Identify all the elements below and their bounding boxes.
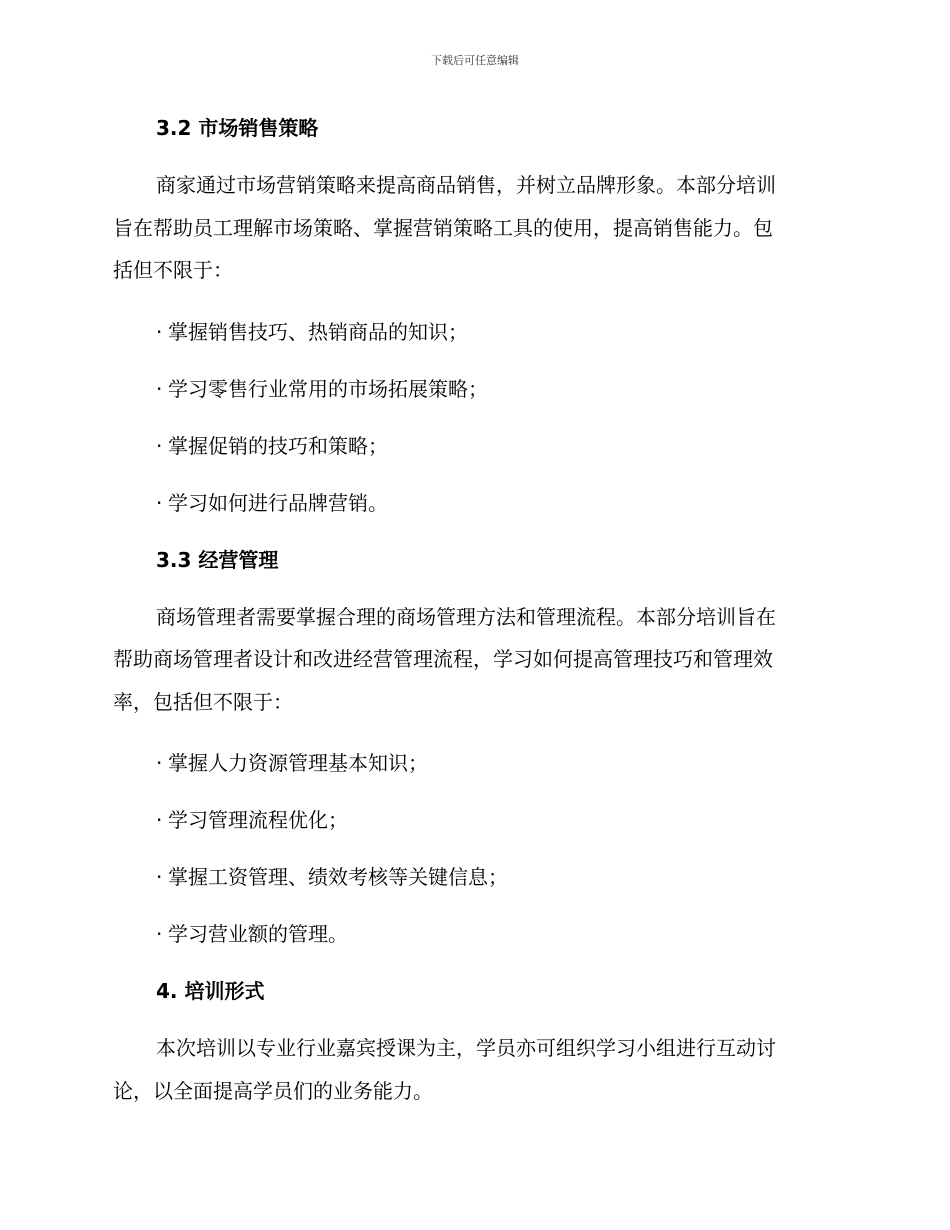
list-item [156, 917, 831, 951]
list-item-text: 掌握工资管理、绩效考核等关键信息； [168, 865, 508, 889]
list-item-text: 学习管理流程优化； [168, 808, 348, 832]
bullet-marker: · [156, 808, 163, 832]
list-item-text: 掌握人力资源管理基本知识； [168, 751, 428, 775]
list-item-text: 学习营业额的管理。 [168, 922, 348, 946]
section-heading: 3.3 经营管理 [156, 547, 279, 572]
bullet-marker: · [156, 433, 163, 458]
list-item [156, 486, 831, 520]
list-item [156, 372, 831, 406]
section-paragraph: 商家通过市场营销策略来提高商品销售，并树立品牌形象。本部分培训 旨在帮助员工理解市场策略、掌握营销策略工具的使用，提高销售能力。包 括但不限于： [113, 173, 776, 282]
section-paragraph: 商场管理者需要掌握合理的商场管理方法和管理流程。本部分培训旨在 帮助商场管理者设计和改进经营管理流程，学习如何提高管理技巧和管理效 率，包括但不限于： [113, 604, 776, 714]
list-item [156, 429, 831, 463]
bullet-marker: · [156, 376, 163, 401]
section-heading: 3.2 市场销售策略 [156, 116, 319, 140]
list-item [156, 746, 831, 780]
bullet-marker: · [156, 865, 163, 889]
document-body [113, 111, 831, 1112]
list-item-text: 掌握促销的技巧和策略； [168, 433, 388, 458]
list-item-text: 学习零售行业常用的市场拓展策略； [168, 376, 488, 401]
list-item-text: 学习如何进行品牌营销。 [168, 490, 388, 515]
bullet-marker: · [156, 490, 163, 515]
section-heading: 4. 培训形式 [156, 979, 265, 1003]
bullet-marker: · [156, 319, 163, 344]
page-header: 下载后可任意编辑 [431, 54, 519, 67]
bullet-marker: · [156, 751, 163, 775]
list-item-text: 掌握销售技巧、热销商品的知识； [168, 319, 468, 344]
section-paragraph: 本次培训以专业行业嘉宾授课为主，学员亦可组织学习小组进行互动讨 论，以全面提高学员们的业务能力。 [113, 1036, 776, 1103]
list-item [156, 803, 831, 837]
list-item [156, 860, 831, 894]
list-item [156, 315, 831, 349]
bullet-marker: · [156, 922, 163, 946]
